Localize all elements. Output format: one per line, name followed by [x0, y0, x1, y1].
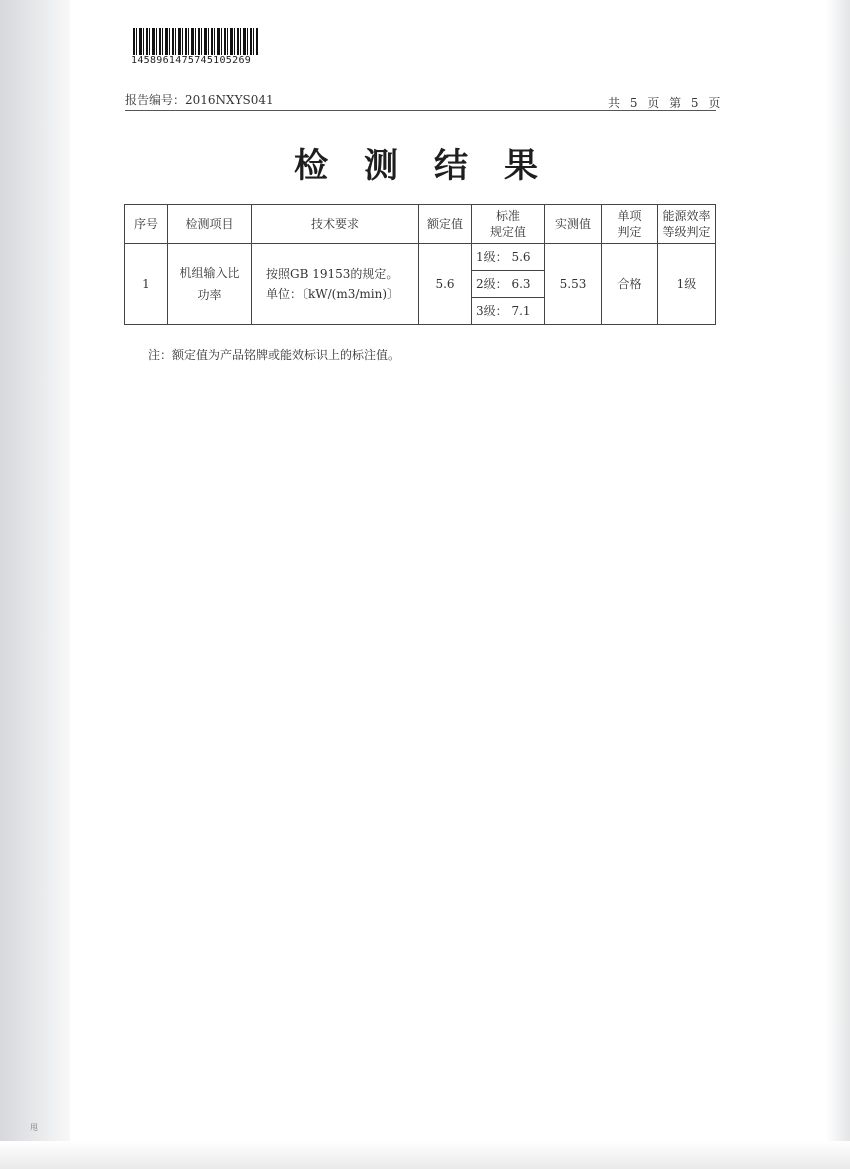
- page-indicator: 共 5 页 第 5 页: [608, 96, 724, 110]
- header-rated: 额定值: [419, 205, 472, 244]
- standard-values: [472, 244, 544, 324]
- cell-grade: 1级: [658, 244, 716, 325]
- cell-standard: [472, 244, 545, 325]
- table-header-row: [125, 205, 716, 244]
- cell-verdict: 合格: [602, 244, 658, 325]
- header-measured: 实测值: [545, 205, 602, 244]
- cell-item-line2: 功率: [197, 288, 222, 302]
- header-grade: [658, 205, 716, 244]
- cell-requirement-line1: 按照GB 19153的规定。: [266, 267, 399, 281]
- page-title: 检测结果: [294, 146, 574, 186]
- barcode-image: [133, 28, 258, 55]
- cell-rated: 5.6: [419, 244, 472, 325]
- table-row: [125, 244, 716, 325]
- header-verdict-line2: 判定: [617, 225, 642, 239]
- header-verdict: [602, 205, 658, 244]
- barcode-number: 1458961475745105269: [131, 55, 252, 66]
- header-divider: [125, 110, 716, 111]
- cell-item: [168, 244, 252, 325]
- header-verdict-line1: 单项: [617, 209, 642, 223]
- report-number: 报告编号：2016NXYS041: [125, 93, 274, 107]
- corner-mark: 甩: [30, 1123, 38, 1132]
- results-table: [124, 204, 716, 325]
- scan-shadow-bottom: [0, 1141, 850, 1169]
- cell-item-line1: 机组输入比: [179, 266, 240, 280]
- header-grade-line1: 能源效率: [662, 209, 711, 223]
- header-grade-line2: 等级判定: [662, 225, 711, 239]
- header-requirement: 技术要求: [252, 205, 419, 244]
- header-item: 检测项目: [168, 205, 252, 244]
- cell-requirement: [252, 244, 419, 325]
- table-note: 注：额定值为产品铭牌或能效标识上的标注值。: [148, 348, 401, 362]
- cell-seq: 1: [125, 244, 168, 325]
- standard-grade-1: 1级： 5.6: [472, 244, 544, 271]
- header-seq: 序号: [125, 205, 168, 244]
- cell-measured: 5.53: [545, 244, 602, 325]
- header-standard-line1: 标准: [495, 209, 520, 223]
- header-standard: [472, 205, 545, 244]
- header-standard-line2: 规定值: [489, 225, 526, 239]
- standard-grade-2: 2级： 6.3: [472, 271, 544, 298]
- standard-grade-3: 3级： 7.1: [476, 304, 531, 318]
- cell-requirement-line2: 单位：〔kW/(m3/min)〕: [266, 287, 400, 301]
